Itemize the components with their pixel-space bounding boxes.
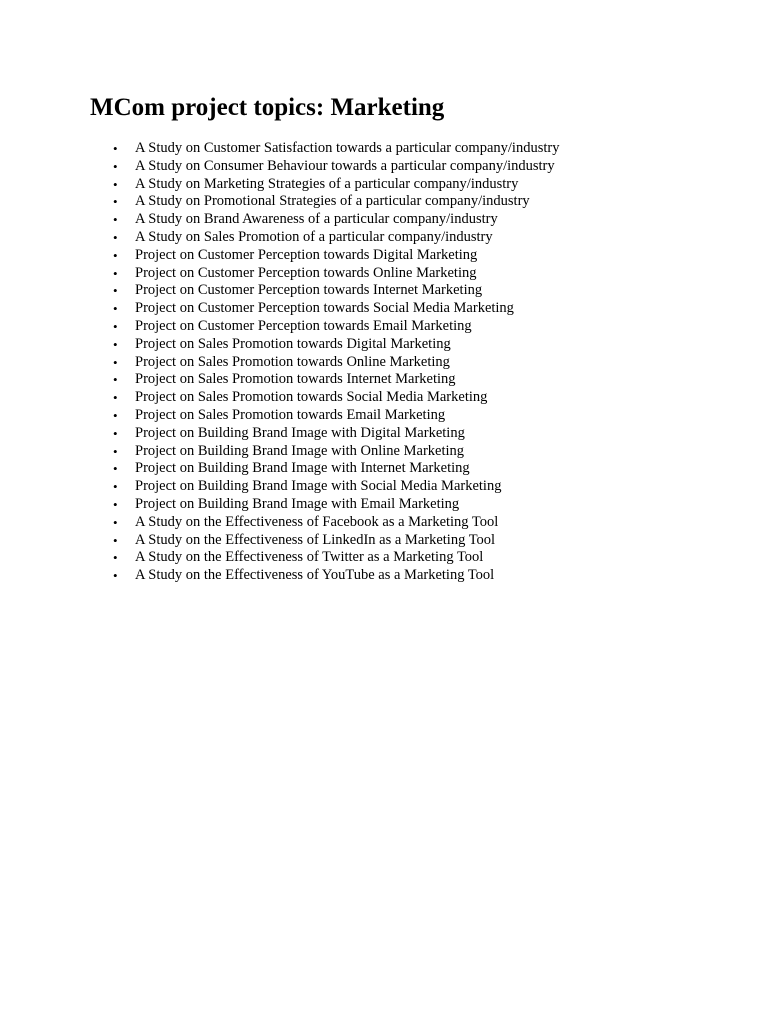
bullet-icon: • [113,390,118,406]
topic-text: Project on Building Brand Image with Internet Marketing [135,460,470,477]
bullet-icon: • [113,496,118,512]
bullet-icon: • [113,425,118,441]
bullet-icon: • [113,568,118,584]
topic-text: A Study on the Effectiveness of YouTube as a Marketing Tool [135,567,495,584]
topic-text: A Study on Customer Satisfaction towards a particular company/industry [135,140,560,156]
bullet-icon: • [113,354,118,370]
bullet-icon: • [113,532,118,548]
bullet-icon: • [113,550,118,566]
topic-text: A Study on the Effectiveness of Facebook as a Marketing Tool [135,513,499,530]
topic-text: Project on Building Brand Image with Online Marketing [135,442,465,459]
page-title: MCom project topics: Marketing [90,94,445,121]
topic-text: Project on Customer Perception towards Online Marketing [135,264,477,281]
topic-text: Project on Sales Promotion towards Online Marketing [135,353,450,370]
bullet-icon: • [113,212,118,228]
bullet-icon: • [113,372,118,388]
topic-text: Project on Customer Perception towards Social Media Marketing [135,300,514,317]
topic-text: Project on Sales Promotion towards Social Media Marketing [135,389,488,406]
topic-text: Project on Building Brand Image with Digital Marketing [135,424,465,441]
topic-text: Project on Customer Perception towards Digital Marketing [135,246,478,263]
bullet-icon: • [113,336,118,352]
topic-text: A Study on Sales Promotion of a particular company/industry [135,228,493,245]
bullet-icon: • [113,514,118,530]
bullet-icon: • [113,407,118,423]
bullet-icon: • [113,283,118,299]
topic-text: A Study on the Effectiveness of Twitter as a Marketing Tool [135,549,484,566]
bullet-icon: • [113,194,118,210]
topic-text: A Study on Promotional Strategies of a particular company/industry [135,193,530,210]
topic-text: Project on Building Brand Image with Social Media Marketing [135,478,502,495]
bullet-icon: • [113,229,118,245]
topic-text: Project on Sales Promotion towards Digital Marketing [135,335,451,352]
topic-text: Project on Customer Perception towards Email Marketing [135,317,472,334]
bullet-icon: • [113,461,118,477]
topic-text: Project on Customer Perception towards Internet Marketing [135,282,483,299]
topic-text: Project on Sales Promotion towards Internet Marketing [135,371,456,388]
bullet-icon: • [113,247,118,263]
bullet-icon: • [113,443,118,459]
topic-text: Project on Building Brand Image with Email Marketing [135,495,460,512]
bullet-icon: • [113,301,118,317]
bullet-icon: • [113,141,118,156]
topic-text: A Study on the Effectiveness of LinkedIn as a Marketing Tool [135,531,496,548]
bullet-icon: • [113,265,118,281]
topic-text: A Study on Consumer Behaviour towards a particular company/industry [135,157,555,174]
topic-text: A Study on Marketing Strategies of a particular company/industry [135,175,519,192]
bullet-icon: • [113,176,118,192]
topic-text: A Study on Brand Awareness of a particular company/industry [135,211,498,228]
bullet-icon: • [113,479,118,495]
topic-text: Project on Sales Promotion towards Email Marketing [135,406,446,423]
bullet-icon: • [113,158,118,174]
bullet-icon: • [113,318,118,334]
